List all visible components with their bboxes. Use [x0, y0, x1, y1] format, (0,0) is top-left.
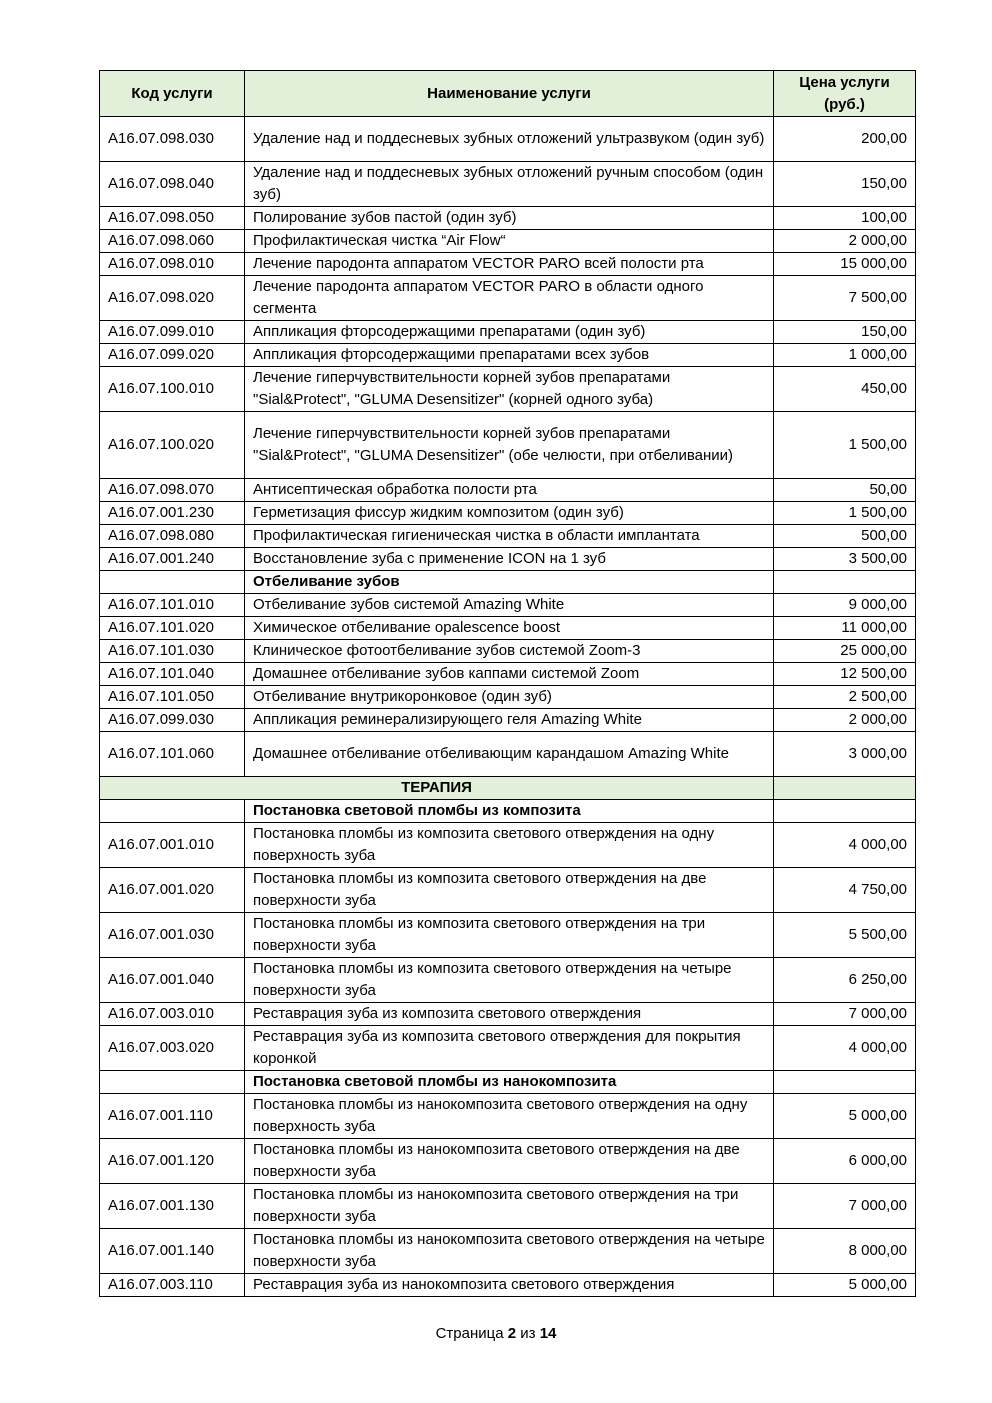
table-row: [100, 1003, 916, 1026]
service-name: Постановка пломбы из композита светового отверждения на одну поверхность зуба: [245, 823, 774, 868]
service-name: Химическое отбеливание opalescence boost: [245, 617, 774, 640]
table-header-row: [100, 71, 916, 117]
service-name: Реставрация зуба из нанокомпозита светового отверждения: [245, 1274, 774, 1297]
service-name: Реставрация зуба из композита светового отверждения: [245, 1003, 774, 1026]
service-name: Отбеливание внутрикоронковое (один зуб): [245, 686, 774, 709]
service-code: A16.07.101.060: [100, 732, 245, 777]
service-code: A16.07.003.020: [100, 1026, 245, 1071]
section-title: ТЕРАПИЯ: [100, 777, 774, 800]
service-price: 200,00: [774, 117, 916, 162]
subheader-row: [100, 800, 916, 823]
page-of-label: из: [520, 1325, 536, 1342]
service-code: A16.07.101.030: [100, 640, 245, 663]
service-code: A16.07.101.040: [100, 663, 245, 686]
service-code: A16.07.099.010: [100, 321, 245, 344]
service-code: A16.07.001.030: [100, 913, 245, 958]
table-row: [100, 479, 916, 502]
table-row: [100, 502, 916, 525]
service-code: A16.07.099.030: [100, 709, 245, 732]
service-code: A16.07.001.120: [100, 1139, 245, 1184]
service-name: Аппликация реминерализирующего геля Amazing White: [245, 709, 774, 732]
service-price: 2 500,00: [774, 686, 916, 709]
table-row: [100, 1229, 916, 1274]
section-header-row: [100, 777, 916, 800]
service-name: Профилактическая чистка “Air Flow“: [245, 230, 774, 253]
service-price: [774, 571, 916, 594]
service-price: 1 000,00: [774, 344, 916, 367]
service-code: A16.07.100.010: [100, 367, 245, 412]
service-code: A16.07.099.020: [100, 344, 245, 367]
service-code: A16.07.101.020: [100, 617, 245, 640]
subheader-row: [100, 1071, 916, 1094]
table-row: [100, 663, 916, 686]
service-price: 1 500,00: [774, 412, 916, 479]
table-row: [100, 412, 916, 479]
service-price: 6 000,00: [774, 1139, 916, 1184]
service-code: A16.07.001.040: [100, 958, 245, 1003]
service-price: 9 000,00: [774, 594, 916, 617]
service-code: A16.07.101.010: [100, 594, 245, 617]
service-code: A16.07.098.050: [100, 207, 245, 230]
service-code: A16.07.001.130: [100, 1184, 245, 1229]
service-name: Аппликация фторсодержащими препаратами всех зубов: [245, 344, 774, 367]
service-name: Лечение гиперчувствительности корней зубов препаратами "Sial&Protect", "GLUMA Desensitizer" (обе челюсти, при отбеливании): [245, 412, 774, 479]
service-code: A16.07.098.010: [100, 253, 245, 276]
table-row: [100, 525, 916, 548]
page-number: 2: [507, 1325, 517, 1342]
service-name: Лечение пародонта аппаратом VECTOR PARO в области одного сегмента: [245, 276, 774, 321]
service-price: 11 000,00: [774, 617, 916, 640]
service-code: A16.07.098.030: [100, 117, 245, 162]
service-code: A16.07.101.050: [100, 686, 245, 709]
service-price: 50,00: [774, 479, 916, 502]
table-row: [100, 162, 916, 207]
service-name: Домашнее отбеливание отбеливающим карандашом Amazing White: [245, 732, 774, 777]
service-price: 25 000,00: [774, 640, 916, 663]
table-body: [100, 117, 916, 1297]
service-name: Герметизация фиссур жидким композитом (один зуб): [245, 502, 774, 525]
price-table: [99, 70, 916, 1297]
table-row: [100, 868, 916, 913]
service-price: 4 000,00: [774, 823, 916, 868]
service-code: A16.07.098.060: [100, 230, 245, 253]
service-name: Постановка пломбы из нанокомпозита светового отверждения на две поверхности зуба: [245, 1139, 774, 1184]
service-name: Удаление над и поддесневых зубных отложений ультразвуком (один зуб): [245, 117, 774, 162]
page-total: 14: [539, 1325, 557, 1342]
subheader-title: Постановка световой пломбы из композита: [245, 800, 774, 823]
table-row: [100, 1184, 916, 1229]
service-price: 8 000,00: [774, 1229, 916, 1274]
table-row: [100, 640, 916, 663]
service-price: 5 500,00: [774, 913, 916, 958]
table-row: [100, 344, 916, 367]
table-row: [100, 709, 916, 732]
service-code: A16.07.098.070: [100, 479, 245, 502]
service-name: Постановка пломбы из нанокомпозита светового отверждения на одну поверхность зуба: [245, 1094, 774, 1139]
service-name: Полирование зубов пастой (один зуб): [245, 207, 774, 230]
service-price: 5 000,00: [774, 1274, 916, 1297]
service-name: Клиническое фотоотбеливание зубов системой Zoom-3: [245, 640, 774, 663]
service-code: A16.07.001.010: [100, 823, 245, 868]
service-code: A16.07.098.080: [100, 525, 245, 548]
column-header-price: Цена услуги (руб.): [774, 71, 916, 117]
service-price: 3 000,00: [774, 732, 916, 777]
service-price: 1 500,00: [774, 502, 916, 525]
table-row: [100, 1094, 916, 1139]
table-row: [100, 732, 916, 777]
service-code: A16.07.001.020: [100, 868, 245, 913]
service-price: [774, 800, 916, 823]
column-header-code: Код услуги: [100, 71, 245, 117]
service-code: [100, 1071, 245, 1094]
service-code: A16.07.100.020: [100, 412, 245, 479]
subheader-title: Отбеливание зубов: [245, 571, 774, 594]
service-name: Постановка пломбы из нанокомпозита светового отверждения на три поверхности зуба: [245, 1184, 774, 1229]
page-footer: [0, 1324, 992, 1344]
table-row: [100, 686, 916, 709]
service-code: [100, 800, 245, 823]
table-row: [100, 548, 916, 571]
section-price-cell: [774, 777, 916, 800]
service-price: 2 000,00: [774, 230, 916, 253]
service-price: 3 500,00: [774, 548, 916, 571]
service-name: Лечение гиперчувствительности корней зубов препаратами "Sial&Protect", "GLUMA Desensitizer" (корней одного зуба): [245, 367, 774, 412]
table-row: [100, 594, 916, 617]
service-price: 100,00: [774, 207, 916, 230]
service-price: 4 000,00: [774, 1026, 916, 1071]
service-price: 7 000,00: [774, 1184, 916, 1229]
service-price: 4 750,00: [774, 868, 916, 913]
service-code: A16.07.001.110: [100, 1094, 245, 1139]
table-row: [100, 276, 916, 321]
service-price: 150,00: [774, 162, 916, 207]
service-name: Постановка пломбы из композита светового отверждения на две поверхности зуба: [245, 868, 774, 913]
service-price: 15 000,00: [774, 253, 916, 276]
table-row: [100, 253, 916, 276]
table-row: [100, 1274, 916, 1297]
subheader-row: [100, 571, 916, 594]
table-row: [100, 823, 916, 868]
service-price: 500,00: [774, 525, 916, 548]
service-name: Отбеливание зубов системой Amazing White: [245, 594, 774, 617]
service-code: A16.07.001.240: [100, 548, 245, 571]
service-price: 6 250,00: [774, 958, 916, 1003]
service-code: A16.07.098.040: [100, 162, 245, 207]
service-code: A16.07.003.010: [100, 1003, 245, 1026]
service-name: Постановка пломбы из композита светового отверждения на три поверхности зуба: [245, 913, 774, 958]
service-code: A16.07.001.140: [100, 1229, 245, 1274]
service-code: [100, 571, 245, 594]
table-row: [100, 617, 916, 640]
service-code: A16.07.001.230: [100, 502, 245, 525]
service-name: Реставрация зуба из композита светового отверждения для покрытия коронкой: [245, 1026, 774, 1071]
service-price: [774, 1071, 916, 1094]
table-row: [100, 117, 916, 162]
table-row: [100, 367, 916, 412]
table-row: [100, 230, 916, 253]
service-name: Постановка пломбы из композита светового отверждения на четыре поверхности зуба: [245, 958, 774, 1003]
service-price: 7 500,00: [774, 276, 916, 321]
subheader-title: Постановка световой пломбы из нанокомпозита: [245, 1071, 774, 1094]
table-row: [100, 1026, 916, 1071]
service-name: Профилактическая гигиеническая чистка в области имплантата: [245, 525, 774, 548]
service-name: Аппликация фторсодержащими препаратами (один зуб): [245, 321, 774, 344]
service-name: Лечение пародонта аппаратом VECTOR PARO всей полости рта: [245, 253, 774, 276]
service-name: Восстановление зуба с применение ICON на 1 зуб: [245, 548, 774, 571]
service-price: 150,00: [774, 321, 916, 344]
table-row: [100, 1139, 916, 1184]
service-code: A16.07.003.110: [100, 1274, 245, 1297]
service-price: 5 000,00: [774, 1094, 916, 1139]
service-name: Домашнее отбеливание зубов каппами системой Zoom: [245, 663, 774, 686]
table-row: [100, 913, 916, 958]
service-code: A16.07.098.020: [100, 276, 245, 321]
service-name: Удаление над и поддесневых зубных отложений ручным способом (один зуб): [245, 162, 774, 207]
service-price: 12 500,00: [774, 663, 916, 686]
service-name: Постановка пломбы из нанокомпозита светового отверждения на четыре поверхности зуба: [245, 1229, 774, 1274]
table-row: [100, 958, 916, 1003]
service-name: Антисептическая обработка полости рта: [245, 479, 774, 502]
service-price: 450,00: [774, 367, 916, 412]
column-header-name: Наименование услуги: [245, 71, 774, 117]
page-label: Страница: [435, 1325, 504, 1342]
service-price: 2 000,00: [774, 709, 916, 732]
table-row: [100, 207, 916, 230]
service-price: 7 000,00: [774, 1003, 916, 1026]
table-row: [100, 321, 916, 344]
